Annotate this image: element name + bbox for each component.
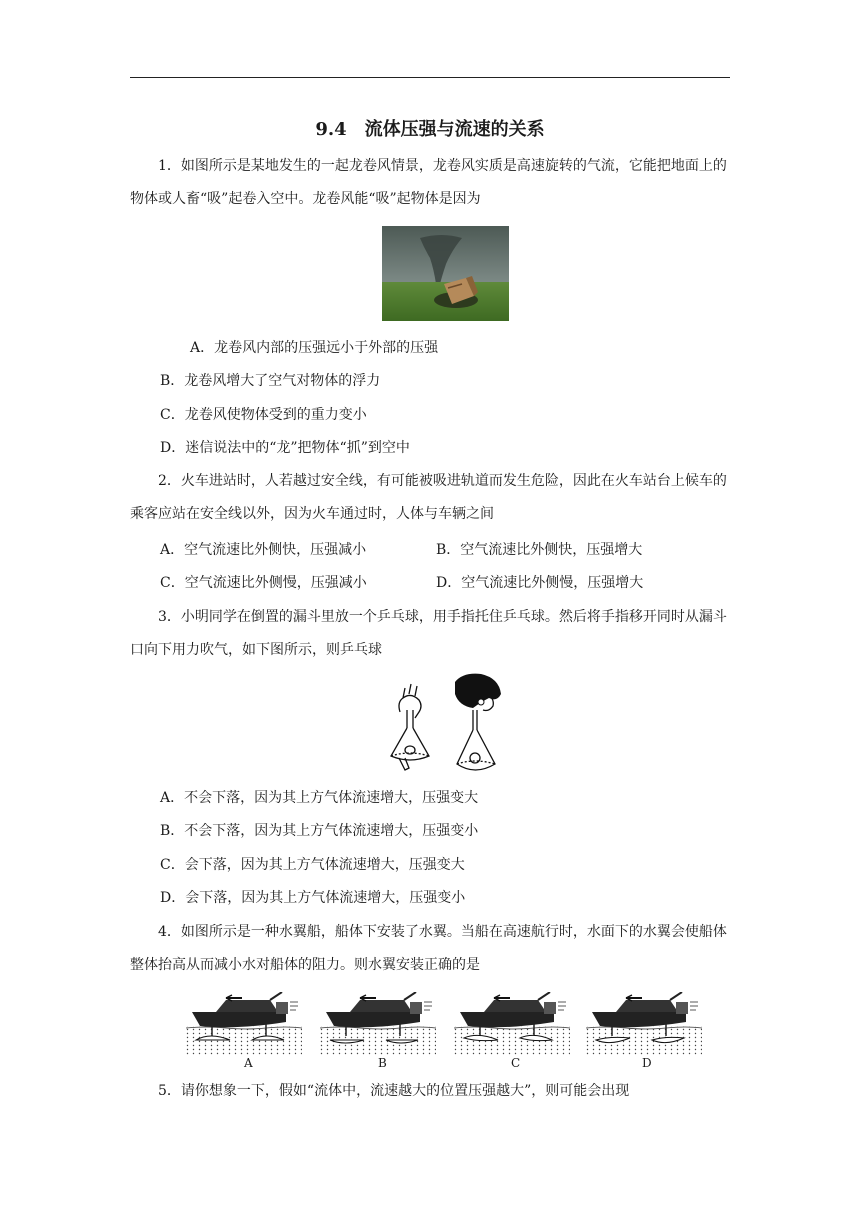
question-3-option-b: B．不会下落，因为其上方气体流速增大，压强变小 xyxy=(160,823,479,839)
hydrofoil-label-c: C xyxy=(511,1056,521,1070)
question-3-stem: 3．小明同学在倒置的漏斗里放一个乒乓球，用手指托住乒乓球。然后将手指移开同时从漏斗口向下用力吹气，如下图所示，则乒乓球 xyxy=(130,609,727,658)
hydrofoil-label-a: A xyxy=(244,1056,253,1070)
question-2-option-c: C．空气流速比外侧慢，压强减小 xyxy=(160,575,367,591)
hydrofoil-boats-figure xyxy=(186,992,706,1074)
question-3-option-c: C．会下落，因为其上方气体流速增大，压强变大 xyxy=(160,857,465,873)
tornado-image xyxy=(382,226,509,321)
hydrofoil-label-b: B xyxy=(378,1056,387,1070)
question-1-option-b: B．龙卷风增大了空气对物体的浮力 xyxy=(160,373,381,389)
question-4-stem: 4．如图所示是一种水翼船，船体下安装了水翼。当船在高速航行时，水面下的水翼会使船体整体抬高从而减小水对船体的阻力。则水翼安装正确的是 xyxy=(130,924,727,973)
question-2-option-a: A．空气流速比外侧快，压强减小 xyxy=(160,542,367,558)
question-3-option-d: D．会下落，因为其上方气体流速增大，压强变小 xyxy=(160,890,466,906)
question-2-option-d: D．空气流速比外侧慢，压强增大 xyxy=(436,575,644,591)
question-2-stem: 2．火车进站时，人若越过安全线，有可能被吸进轨道而发生危险，因此在火车站台上候车的乘客应站在安全线以外，因为火车通过时，人体与车辆之间 xyxy=(130,473,727,522)
question-5-stem: 5．请你想象一下，假如“流体中，流速越大的位置压强越大”，则可能会出现 xyxy=(158,1083,630,1099)
question-3-option-a: A．不会下落，因为其上方气体流速增大，压强变大 xyxy=(160,790,479,806)
question-1-option-a: A．龙卷风内部的压强远小于外部的压强 xyxy=(190,340,439,356)
question-1-option-d: D．迷信说法中的“龙”把物体“抓”到空中 xyxy=(160,440,410,456)
funnel-ping-pong-figure xyxy=(385,672,515,778)
question-1-option-c: C．龙卷风使物体受到的重力变小 xyxy=(160,407,367,423)
page-title: 9.4 流体压强与流速的关系 xyxy=(315,119,545,140)
header-rule xyxy=(130,77,730,78)
hydrofoil-label-d: D xyxy=(642,1056,652,1070)
question-1-stem: 1．如图所示是某地发生的一起龙卷风情景，龙卷风实质是高速旋转的气流，它能把地面上的物体或人畜“吸”起卷入空中。龙卷风能“吸”起物体是因为 xyxy=(130,158,727,207)
question-2-option-b: B．空气流速比外侧快，压强增大 xyxy=(436,542,643,558)
